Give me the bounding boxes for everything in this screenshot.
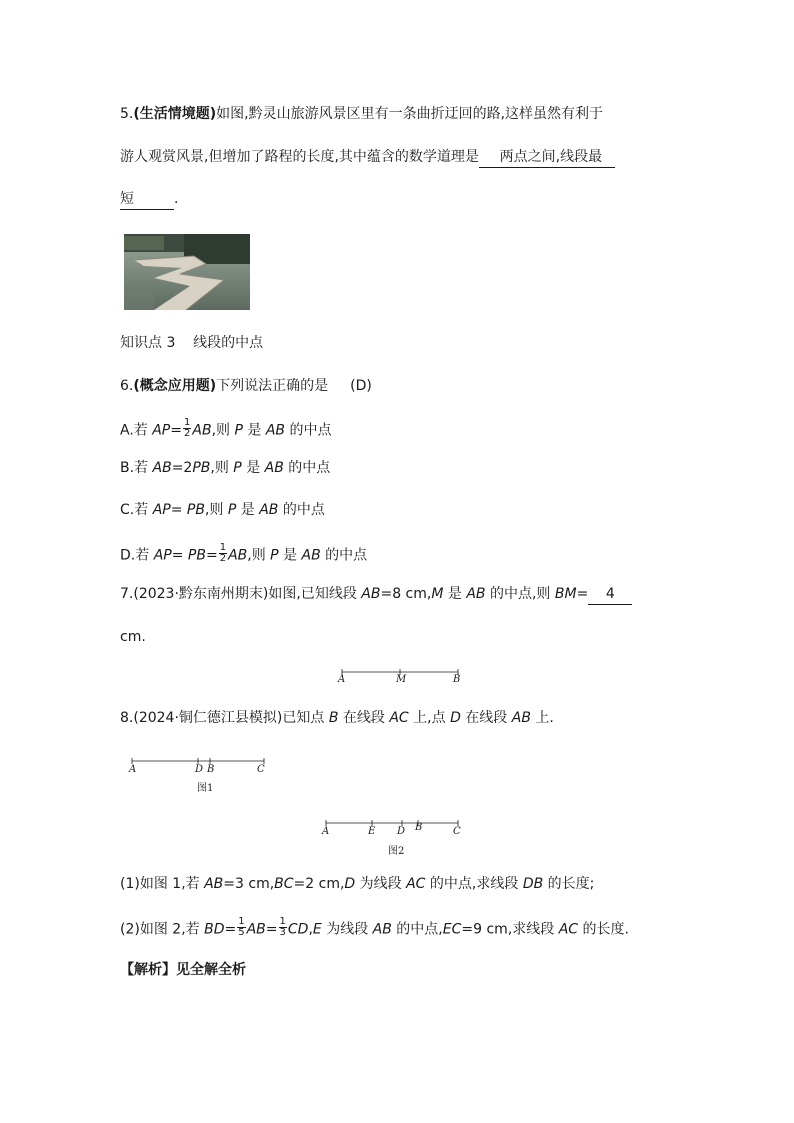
q8-number: 8. (120, 710, 134, 726)
q5-answer-blank-1: 两点之间,线段最 (479, 147, 615, 168)
frac-num: 1 (219, 542, 227, 553)
option-d-eq2: = (205, 547, 218, 564)
q5-end: . (174, 191, 179, 207)
fig1-label-c: C (257, 764, 265, 775)
q8-text1: 已知点 (282, 710, 329, 726)
q8-text4: 在线段 (460, 710, 512, 726)
p2-ab2: AB (372, 921, 392, 938)
p2-text2: 为线段 (321, 921, 373, 938)
q5-text1: 如图,黔灵山旅游风景区里有一条曲折迂回的路,这样虽然有利于 (216, 106, 604, 122)
option-d-var2: PB (187, 547, 206, 564)
option-d-eq1: = (171, 547, 188, 564)
option-a-var2: AB (192, 422, 212, 439)
q6-option-a (120, 417, 332, 441)
q7-label-a: A (338, 674, 346, 685)
option-c-text3: 的中点 (278, 502, 325, 518)
q6-stem (120, 376, 372, 396)
q8-stem (120, 708, 554, 728)
q7-number: 7. (120, 586, 134, 602)
frac-num: 1 (238, 916, 245, 927)
q8-b: B (328, 710, 339, 726)
fig2-label-b: B (415, 822, 423, 833)
option-d-fraction (219, 543, 227, 564)
q6-stem-text: 下列说法正确的是 (216, 378, 329, 394)
option-d-text1: ,则 (247, 547, 271, 564)
p1-d: D (344, 876, 356, 892)
option-c-eq: = (170, 502, 187, 518)
p2-fraction-2 (279, 917, 287, 938)
fig2-label-c: C (453, 826, 461, 837)
p1-text3: 为线段 (355, 876, 407, 892)
option-d-text3: 的中点 (320, 547, 368, 564)
analysis-text: 见全解全析 (176, 962, 246, 978)
frac-num: 1 (279, 916, 286, 927)
q8-ac: AC (389, 710, 409, 726)
option-a-prefix: A.若 (120, 422, 153, 439)
fig1-label-a: A (129, 764, 137, 775)
option-c-prefix: C.若 (120, 502, 153, 518)
q7-label-m: M (396, 674, 407, 685)
fig1-label-d: D (195, 764, 204, 775)
q5-line1 (120, 104, 603, 124)
p1-text1: =3 cm, (223, 876, 275, 892)
q5-answer-blank-2: 短 (120, 189, 174, 210)
frac-den: 2 (184, 428, 191, 439)
fig2-caption: 图2 (388, 846, 405, 857)
q7-ab: AB (361, 586, 381, 602)
q6-answer: (D) (350, 378, 372, 394)
option-c-var1: AP (152, 502, 171, 518)
option-a-text2: 是 (242, 422, 266, 439)
option-d-var1: AP (153, 547, 172, 564)
p1-text4: 的中点,求线段 (425, 876, 523, 892)
option-a-text3: 的中点 (285, 422, 332, 439)
q5-number: 5. (120, 106, 134, 122)
option-b-eq: =2 (171, 460, 193, 476)
option-b-text2: 是 (241, 460, 265, 476)
q7-bm: BM (554, 586, 577, 602)
q8-part2 (120, 916, 629, 940)
q7-stem (120, 584, 632, 605)
p2-prefix: (2)如图 2,若 (120, 921, 205, 938)
q8-text2: 在线段 (338, 710, 390, 726)
option-b-p: P (233, 460, 242, 476)
p2-eq2: = (265, 921, 278, 938)
option-b-text1: ,则 (210, 460, 234, 476)
q8-figure-2 (320, 817, 470, 837)
q7-text3: 是 (443, 586, 467, 602)
fig1-caption: 图1 (197, 783, 214, 794)
q6-option-b (120, 458, 330, 478)
option-a-text1: ,则 (211, 422, 235, 439)
section-heading: 知识点 3 线段的中点 (120, 335, 264, 351)
p1-ab: AB (204, 876, 224, 892)
q7-text1: 如图,已知线段 (268, 586, 362, 602)
p2-bd: BD (204, 921, 225, 938)
option-d-p: P (270, 547, 279, 564)
p1-db: DB (522, 876, 544, 892)
q7-text4: 的中点,则 (485, 586, 555, 602)
q5-line3 (120, 189, 178, 210)
q6-number: 6. (120, 378, 134, 394)
fig1-label-b: B (207, 764, 215, 775)
p1-text5: 的长度; (543, 876, 595, 892)
option-b-ab: AB (264, 460, 284, 476)
p2-e: E (312, 921, 322, 938)
p2-cd: CD (287, 921, 309, 938)
p1-prefix: (1)如图 1,若 (120, 876, 205, 892)
p2-ab: AB (246, 921, 266, 938)
option-a-fraction (183, 418, 191, 439)
frac-den: 2 (219, 553, 227, 564)
frac-den: 5 (238, 927, 245, 938)
option-c-ab: AB (259, 502, 279, 518)
q7-ab2: AB (466, 586, 486, 602)
q7-text5: = (576, 586, 589, 602)
q6-option-c (120, 500, 325, 520)
fig2-label-a: A (322, 826, 330, 837)
option-b-var2: PB (192, 460, 211, 476)
analysis-label: 【解析】 (120, 962, 176, 978)
option-b-prefix: B.若 (120, 460, 153, 476)
p2-text1: , (308, 921, 313, 938)
q7-source: (2023·黔东南州期末) (133, 586, 269, 602)
p2-fraction-1 (237, 917, 245, 938)
q7-answer-blank: 4 (588, 584, 632, 605)
option-c-text2: 是 (236, 502, 260, 518)
p2-text3: 的中点, (391, 921, 443, 938)
frac-den: 3 (279, 927, 286, 938)
p1-text2: =2 cm, (293, 876, 345, 892)
p2-eq1: = (224, 921, 237, 938)
fig2-label-e: E (368, 826, 376, 837)
fig2-label-d: D (397, 826, 406, 837)
q5-tag: (生活情境题) (133, 106, 217, 122)
p2-ec: EC (442, 921, 462, 938)
q7-text2: =8 cm, (380, 586, 432, 602)
q7-label-b: B (453, 674, 461, 685)
p2-text5: 的长度. (578, 921, 629, 938)
option-b-text3: 的中点 (283, 460, 331, 476)
q8-source: (2024·铜仁德江县模拟) (133, 710, 283, 726)
q8-d: D (450, 710, 461, 726)
p2-text4: =9 cm,求线段 (461, 921, 559, 938)
q5-line2 (120, 147, 615, 168)
p2-ac: AC (558, 921, 579, 938)
option-d-ab: AB (301, 547, 321, 564)
option-c-var2: PB (186, 502, 205, 518)
boardwalk-illustration (124, 234, 250, 310)
option-d-text2: 是 (278, 547, 302, 564)
option-a-eq: = (170, 422, 182, 439)
option-a-p: P (234, 422, 243, 439)
q8-text5: 上. (530, 710, 554, 726)
q7-unit: cm. (120, 629, 146, 645)
analysis-line (120, 960, 246, 980)
q6-tag: (概念应用题) (133, 378, 217, 394)
q8-ab: AB (511, 710, 531, 726)
option-a-var1: AP (152, 422, 171, 439)
q8-text3: 上,点 (408, 710, 451, 726)
p1-bc: BC (274, 876, 294, 892)
boardwalk-photo (124, 234, 250, 310)
option-d-prefix: D.若 (120, 547, 154, 564)
option-c-text1: ,则 (204, 502, 228, 518)
option-d-var3: AB (228, 547, 248, 564)
q8-part1 (120, 874, 594, 894)
frac-num: 1 (184, 417, 191, 428)
option-c-p: P (227, 502, 237, 518)
option-b-var1: AB (152, 460, 172, 476)
option-a-ab: AB (265, 422, 286, 439)
p1-ac: AC (406, 876, 426, 892)
q6-option-d (120, 542, 368, 566)
q7-m: M (431, 586, 444, 602)
q5-text2: 游人观赏风景,但增加了路程的长度,其中蕴含的数学道理是 (120, 149, 479, 165)
